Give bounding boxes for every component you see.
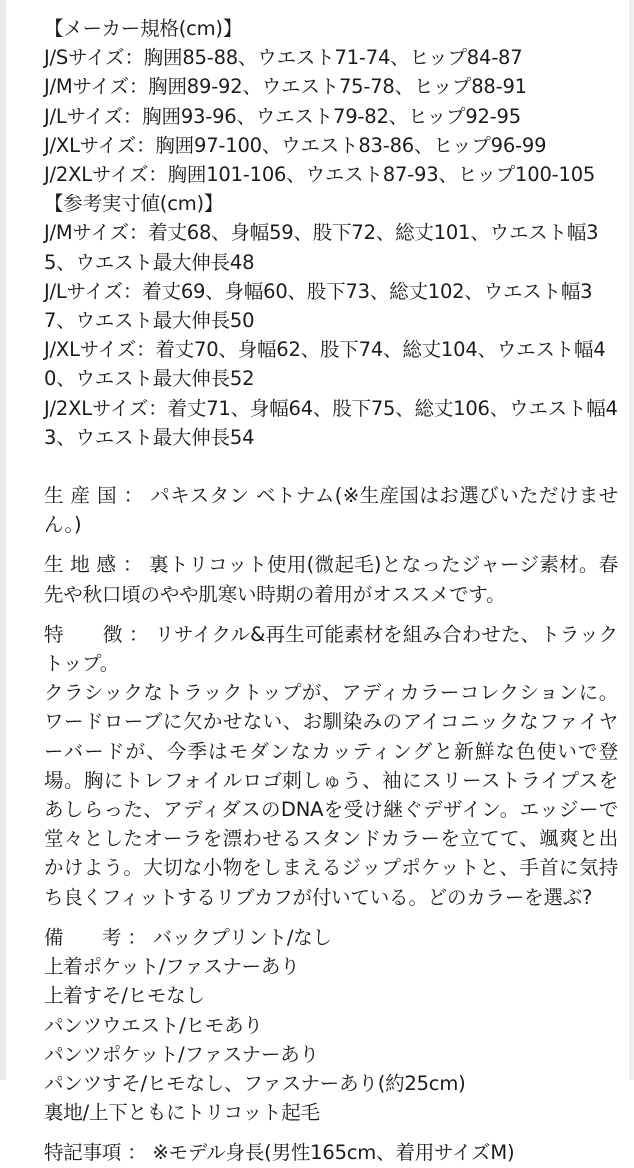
reference-spec-line-m: J/Mサイズ：着丈68、身幅59、股下72、総丈101、ウエスト幅35、ウエスト最大伸長48 (44, 221, 599, 274)
reference-spec-section (44, 189, 618, 452)
production-country-text: 生 産 国 ： パキスタン ベトナム(※生産国はお選びいただけません。) (44, 484, 618, 537)
reference-spec-line-l: J/Lサイズ：着丈69、身幅60、股下73、総丈102、ウエスト幅37、ウエスト最大伸長50 (44, 279, 593, 333)
spacer-after-production-country (44, 539, 618, 550)
maker-spec-line-xl: J/XLサイズ：胸囲97-100、ウエスト83-86、ヒップ96-99 (44, 133, 547, 157)
maker-spec-line-s: J/Sサイズ：胸囲85-88、ウエスト71-74、ヒップ84-87 (44, 46, 523, 70)
fabric-feel-section (44, 550, 618, 608)
remarks-line-pants-waist: パンツウエスト/ヒモあり (44, 1013, 263, 1037)
production-country-section (44, 481, 618, 539)
page-left-edge (0, 0, 6, 1080)
remarks-section (44, 923, 618, 1127)
remarks-line-backprint: 備 考 ： バックプリント/なし (44, 925, 332, 949)
page-right-edge (629, 0, 634, 1080)
maker-spec-line-l: J/Lサイズ：胸囲93-96、ウエスト79-82、ヒップ92-95 (44, 104, 521, 128)
remarks-line-pants-hem: パンツすそ/ヒモなし、ファスナーあり(約25cm) (44, 1071, 466, 1095)
reference-spec-heading: 【参考実寸値(cm)】 (44, 192, 224, 216)
reference-spec-line-2xl: J/2XLサイズ：着丈71、身幅64、股下75、総丈106、ウエスト幅43、ウエスト最大伸長54 (44, 396, 618, 449)
special-note-section (44, 1138, 618, 1167)
remarks-line-jacket-pocket: 上着ポケット/ファスナーあり (44, 955, 300, 979)
remarks-line-pants-pocket: パンツポケット/ファスナーあり (44, 1042, 319, 1066)
spacer-after-remarks (44, 1127, 618, 1138)
remarks-line-lining: 裏地/上下ともにトリコット起毛 (44, 1101, 320, 1125)
features-section (44, 620, 618, 912)
spacer-after-features (44, 912, 618, 923)
remarks-line-jacket-hem: 上着すそ/ヒモなし (44, 984, 205, 1008)
spacer-after-fabric-feel (44, 609, 618, 620)
maker-spec-heading: 【メーカー規格(cm)】 (44, 17, 243, 40)
features-label: 特 徴 ： リサイクル&再生可能素材を組み合わせた、トラックトップ。 (44, 622, 618, 676)
maker-spec-line-m: J/Mサイズ：胸囲89-92、ウエスト75-78、ヒップ88-91 (44, 75, 527, 99)
fabric-feel-text: 生 地 感 ： 裏トリコット使用(微起毛)となったジャージ素材。春先や秋口頃のやや肌寒い時期の着用がオススメです。 (44, 553, 618, 606)
maker-spec-section (44, 14, 618, 189)
features-body: クラシックなトラックトップが、アディカラーコレクションに。ワードローブに欠かせない、お馴染みのアイコニックなファイヤーバードが、今季はモダンなカッティングと新鮮な色使いで登場。胸にトレフォイルロゴ刺しゅう、袖にスリーストライプスをあしらった、アディダスのDNAを受け継ぐデザイン。エッジーで堂々としたオーラを漂わせるスタンドカラーを立てて、颯爽と出かけよう。大切な小物をしまえるジップポケットと、手首に気持ち良くフィットするリブカフが付いている。どのカラーを選ぶ? (44, 681, 618, 909)
reference-spec-line-xl: J/XLサイズ：着丈70、身幅62、股下74、総丈104、ウエスト幅40、ウエスト最大伸長52 (44, 338, 606, 391)
spacer-after-reference-spec (44, 452, 618, 481)
maker-spec-line-2xl: J/2XLサイズ：胸囲101-106、ウエスト87-93、ヒップ100-105 (44, 163, 596, 187)
special-note-text: 特記事項 ： ※モデル身長(男性165cm、着用サイズM) (44, 1141, 515, 1165)
